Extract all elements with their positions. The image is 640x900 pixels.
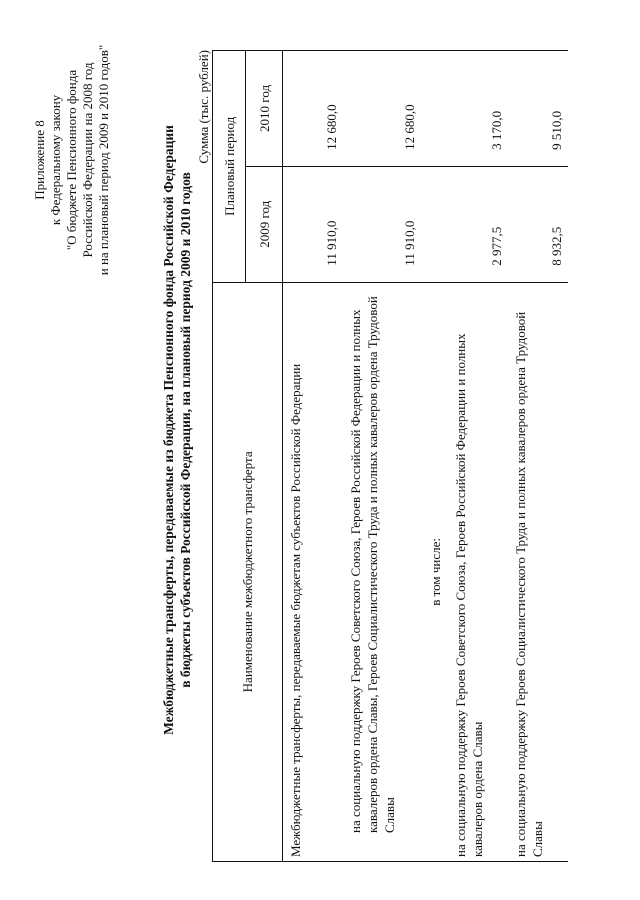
appendix-header: [32, 5, 112, 315]
table-row: [283, 51, 344, 862]
row-value-2009: 11 910,0: [283, 166, 344, 282]
row-subtitle: в том числе:: [421, 282, 448, 861]
row-name: на социальную поддержку Героев Социалистического Труда и полных кавалеров ордена Трудовой Славы: [508, 282, 568, 861]
row-name: на социальную поддержку Героев Советского Союза, Героев Российской Федерации и полных кавалеров ордена Славы: [448, 282, 508, 861]
units-label: Сумма (тыс. рублей): [196, 50, 211, 164]
header-planned-period: Плановый период: [213, 51, 246, 283]
row-name: Межбюджетные трансферты, передаваемые бюджетам субъектов Российской Федерации: [283, 282, 344, 861]
header-name: Наименование межбюджетного трансферта: [213, 282, 283, 861]
row-value-2009: 11 910,0: [343, 166, 421, 282]
appendix-line-4: Российской Федерации на 2008 год: [80, 62, 95, 258]
appendix-line-5: и на плановый период 2009 и 2010 годов": [96, 44, 111, 276]
table-row: [508, 51, 568, 862]
header-year-2009: 2009 год: [246, 166, 283, 282]
table-row: [448, 51, 508, 862]
table-row: [421, 51, 448, 862]
row-value-2010: 12 680,0: [343, 51, 421, 167]
row-value-2010: 12 680,0: [283, 51, 344, 167]
appendix-line-2: к Федеральному закону: [48, 94, 63, 226]
document-title: [160, 0, 194, 860]
title-line-2: в бюджеты субъектов Российской Федерации, на плановый период 2009 и 2010 годов: [178, 172, 193, 688]
transfers-table: [212, 50, 568, 862]
row-value-2010: 3 170,0: [448, 51, 508, 167]
row-value-2009: 8 932,5: [508, 166, 568, 282]
appendix-line-3: "О бюджете Пенсионного фонда: [64, 69, 79, 251]
appendix-line-1: Приложение 8: [32, 120, 47, 200]
title-line-1: Межбюджетные трансферты, передаваемые из бюджета Пенсионного фонда Российской Федерации: [161, 125, 176, 735]
row-value-2010: 9 510,0: [508, 51, 568, 167]
row-value-2009: 2 977,5: [448, 166, 508, 282]
header-year-2010: 2010 год: [246, 51, 283, 167]
table-row: [343, 51, 421, 862]
row-name: на социальную поддержку Героев Советского Союза, Героев Российской Федерации и полных кавалеров ордена Славы, Героев Социалистического Труда и полных кавалеров ордена Трудовой Славы: [343, 282, 421, 861]
